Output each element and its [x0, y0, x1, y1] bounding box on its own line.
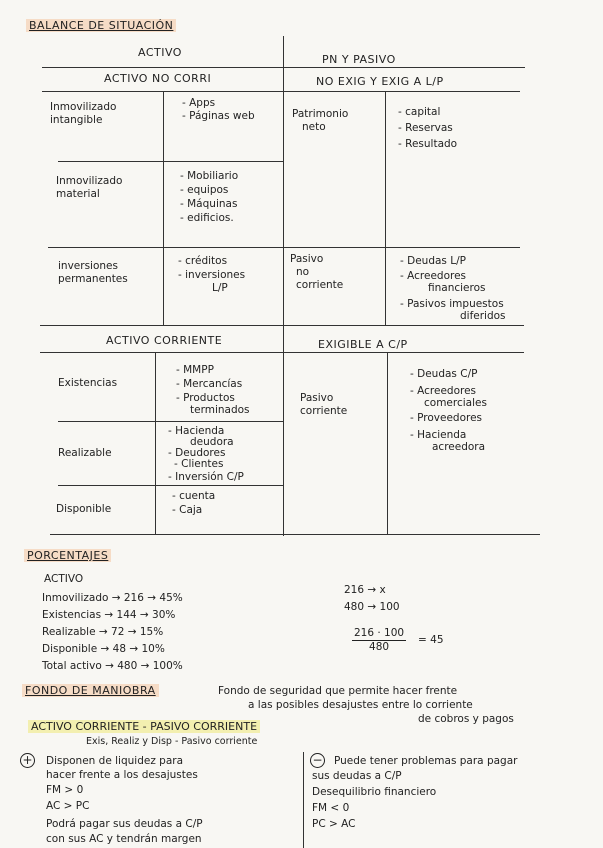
- pasivo-c-items: - Deudas C/P - Acreedores comerciales - Proveedores - Hacienda acreedora: [410, 368, 487, 453]
- realizable-items: - Hacienda deudora - Deudores - Clientes - Inversión C/P: [168, 425, 244, 483]
- pc-inner-divider: [387, 352, 388, 534]
- ac-inner-divider: [155, 352, 156, 534]
- pros-cons-divider: [303, 752, 304, 848]
- inversiones-items: - créditos - inversiones L/P: [178, 255, 246, 294]
- disponible-items: - cuenta - Caja: [172, 490, 216, 516]
- porcentajes-title: PORCENTAJES: [24, 549, 111, 562]
- ac-subheader-line: [40, 352, 524, 353]
- plus-list: Disponen de liquidez para hacer frente a los desajustes FM > 0 AC > PC Podrá pagar sus deudas a C/P con sus AC y tendrán margen: [46, 755, 203, 845]
- fondo-title: FONDO DE MANIOBRA: [22, 684, 159, 697]
- pasivo-header: PN Y PASIVO: [322, 53, 396, 66]
- calc-line-1: 216 → x: [344, 584, 386, 596]
- porcentaje-row: Existencias → 144 → 30%: [42, 609, 176, 621]
- patrimonio-label: Patrimonio neto: [292, 108, 349, 133]
- anc-bottom-line: [40, 325, 524, 326]
- anc-inner-divider: [163, 91, 164, 325]
- inversiones-label: inversiones permanentes: [58, 260, 128, 285]
- activo-header: ACTIVO: [138, 46, 182, 59]
- anc-row-line-2: [48, 247, 520, 248]
- main-vertical-divider: [283, 36, 284, 536]
- porcentaje-row: Realizable → 72 → 15%: [42, 626, 164, 638]
- ac-bottom-line: [50, 534, 540, 535]
- activo-no-corriente-header: ACTIVO NO CORRI: [104, 72, 212, 85]
- existencias-items: - MMPP - Mercancías - Productos terminados: [176, 364, 250, 416]
- ac-row-line-1: [58, 421, 284, 422]
- intangible-items: - Apps - Páginas web: [182, 97, 255, 122]
- calc-line-2: 480 → 100: [344, 601, 400, 613]
- ac-row-line-2: [58, 485, 284, 486]
- porcentaje-row: Disponible → 48 → 10%: [42, 643, 165, 655]
- fondo-formula-sub: Exis, Realiz y Disp - Pasivo corriente: [86, 736, 258, 747]
- porcentaje-row: Inmovilizado → 216 → 45%: [42, 592, 183, 604]
- pasivo-c-label: Pasivo corriente: [300, 392, 348, 417]
- balance-title: BALANCE DE SITUACIÓN: [26, 19, 176, 32]
- fondo-definition: Fondo de seguridad que permite hacer frente a las posibles desajustes entre lo corriente de cobros y pagos: [218, 685, 514, 725]
- existencias-label: Existencias: [58, 377, 118, 389]
- porcentajes-rows: [42, 590, 183, 675]
- calc-fraction: 216 · 100 480: [354, 627, 405, 653]
- pasivo-nc-label: Pasivo no corriente: [290, 253, 344, 291]
- minus-icon: −: [310, 753, 325, 768]
- pn-inner-divider: [385, 91, 386, 325]
- porcentaje-row: Total activo → 480 → 100%: [42, 660, 183, 672]
- plus-icon: +: [20, 753, 35, 768]
- activo-corriente-header: ACTIVO CORRIENTE: [106, 334, 223, 347]
- header-line: [42, 67, 525, 68]
- inmov-intangible-label: Inmovilizado intangible: [50, 101, 117, 126]
- exigible-cp-header: EXIGIBLE A C/P: [318, 338, 408, 351]
- no-exigible-header: NO EXIG Y EXIG A L/P: [316, 75, 444, 88]
- inmov-material-label: Inmovilizado material: [56, 175, 123, 200]
- material-items: - Mobiliario - equipos - Máquinas - edificios.: [180, 170, 239, 224]
- realizable-label: Realizable: [58, 447, 112, 459]
- minus-list: Puede tener problemas para pagar sus deudas a C/P Desequilibrio financiero FM < 0 PC > AC: [312, 755, 518, 830]
- anc-row-line-1: [58, 161, 284, 162]
- pasivo-nc-items: - Deudas L/P - Acreedores financieros - Pasivos impuestos diferidos: [400, 255, 506, 322]
- disponible-label: Disponible: [56, 503, 112, 515]
- fondo-formula: ACTIVO CORRIENTE - PASIVO CORRIENTE: [28, 720, 260, 733]
- patrimonio-items: - capital - Reservas - Resultado: [398, 106, 458, 150]
- subheader-line: [42, 91, 520, 92]
- porcentajes-activo-label: ACTIVO: [44, 573, 84, 585]
- calc-result: = 45: [418, 634, 444, 646]
